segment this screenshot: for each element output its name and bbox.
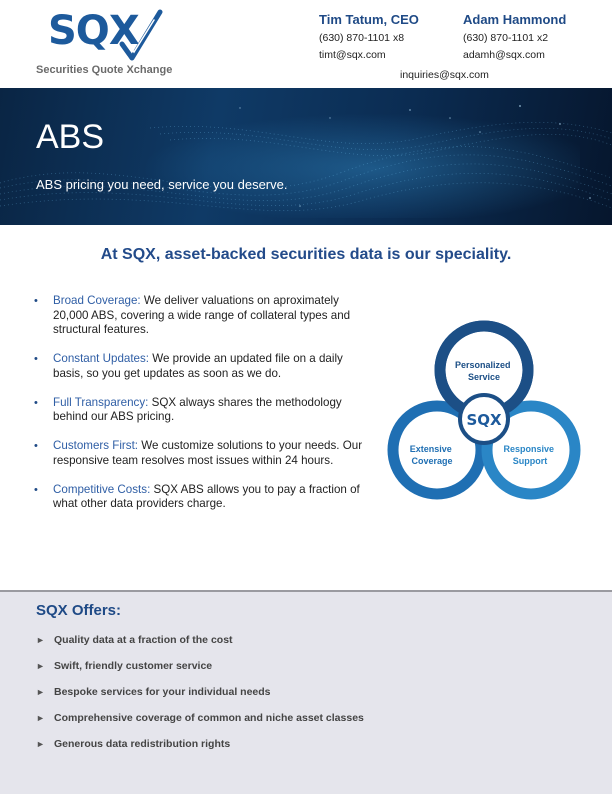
offers-section [0, 590, 612, 794]
section-headline: At SQX, asset-backed securities data is our speciality. [100, 246, 512, 263]
feature-lead: Customers First: [53, 439, 139, 452]
contact-card-adam [463, 12, 566, 66]
bullet-icon: • [34, 295, 38, 307]
venn-label-line: Extensive [409, 444, 452, 454]
offer-item [36, 738, 364, 764]
venn-label-line: Personalized [454, 360, 511, 370]
bullet-icon: • [34, 353, 38, 365]
triangle-right-icon: ► [36, 739, 45, 749]
venn-label-line: Coverage [411, 456, 453, 466]
contact-phone: (630) 870-1101 x2 [463, 32, 549, 44]
offer-text: Generous data redistribution rights [54, 738, 231, 750]
offer-item [36, 712, 364, 738]
feature-text: We provide an updated file on a daily basis, so you get updates as soon as we do. [53, 352, 343, 380]
offer-text: Swift, friendly customer service [54, 660, 213, 672]
venn-center-label: SQX [466, 411, 502, 429]
triangle-right-icon: ► [36, 635, 45, 645]
contact-card-tim [319, 12, 419, 66]
feature-lead: Broad Coverage: [53, 294, 141, 307]
contact-name: Tim Tatum, CEO [319, 12, 419, 27]
feature-text: SQX always shares the methodology behind our ABS pricing. [53, 395, 342, 423]
feature-item [34, 396, 374, 425]
bullet-icon: • [34, 483, 38, 496]
offer-item [36, 686, 364, 712]
sqx-logo [36, 6, 186, 76]
offer-text: Quality data at a fraction of the cost [54, 634, 233, 646]
services-venn-diagram [384, 318, 584, 504]
feature-item [34, 483, 374, 512]
feature-lead: Full Transparency: [53, 395, 149, 409]
feature-item [34, 439, 374, 468]
triangle-right-icon: ► [36, 713, 45, 723]
venn-label-left [410, 444, 455, 466]
contact-phone: (630) 870-1101 x8 [319, 32, 405, 44]
contact-name: Adam Hammond [463, 12, 567, 27]
offers-title: SQX Offers: [36, 602, 122, 619]
venn-label-line: Support [512, 456, 548, 466]
feature-text: SQX ABS allows you to pay a fraction of what other data providers charge. [53, 482, 360, 510]
feature-lead: Constant Updates: [53, 352, 150, 365]
bullet-icon: • [34, 440, 38, 452]
venn-label-line: Service [467, 372, 501, 382]
logo-tagline: Securities Quote Xchange [36, 64, 173, 76]
feature-list [34, 294, 374, 526]
bullet-icon: • [34, 396, 38, 409]
triangle-right-icon: ► [36, 661, 45, 671]
offer-item [36, 634, 364, 660]
contact-email-link[interactable]: adamh@sqx.com [463, 49, 545, 61]
triangle-right-icon: ► [36, 687, 45, 697]
banner-title: ABS [36, 118, 105, 156]
feature-text: We deliver valuations on aproximately 20,000 ABS, covering a wide range of collateral types and structural features. [53, 294, 351, 336]
venn-label-right [503, 444, 556, 466]
hero-banner [0, 88, 612, 225]
logo-wordmark: SQX [48, 8, 139, 54]
offers-list [36, 634, 364, 764]
offer-text: Comprehensive coverage of common and niche asset classes [54, 712, 364, 724]
logo-checkmark-icon [36, 6, 186, 66]
feature-item [34, 294, 374, 338]
venn-label-line: Responsive [503, 444, 555, 454]
feature-lead: Competitive Costs: [53, 482, 151, 496]
feature-item [34, 352, 374, 381]
inquiries-email-link[interactable]: inquiries@sqx.com [400, 69, 489, 81]
offer-text: Bespoke services for your individual needs [54, 686, 271, 698]
offer-item [36, 660, 364, 686]
page-header [0, 0, 612, 88]
feature-text: We customize solutions to your needs. Our responsive team resolves most issues within 24 hours. [53, 439, 363, 467]
banner-subtitle: ABS pricing you need, service you deserve. [36, 177, 288, 192]
contact-email-link[interactable]: timt@sqx.com [319, 49, 386, 61]
